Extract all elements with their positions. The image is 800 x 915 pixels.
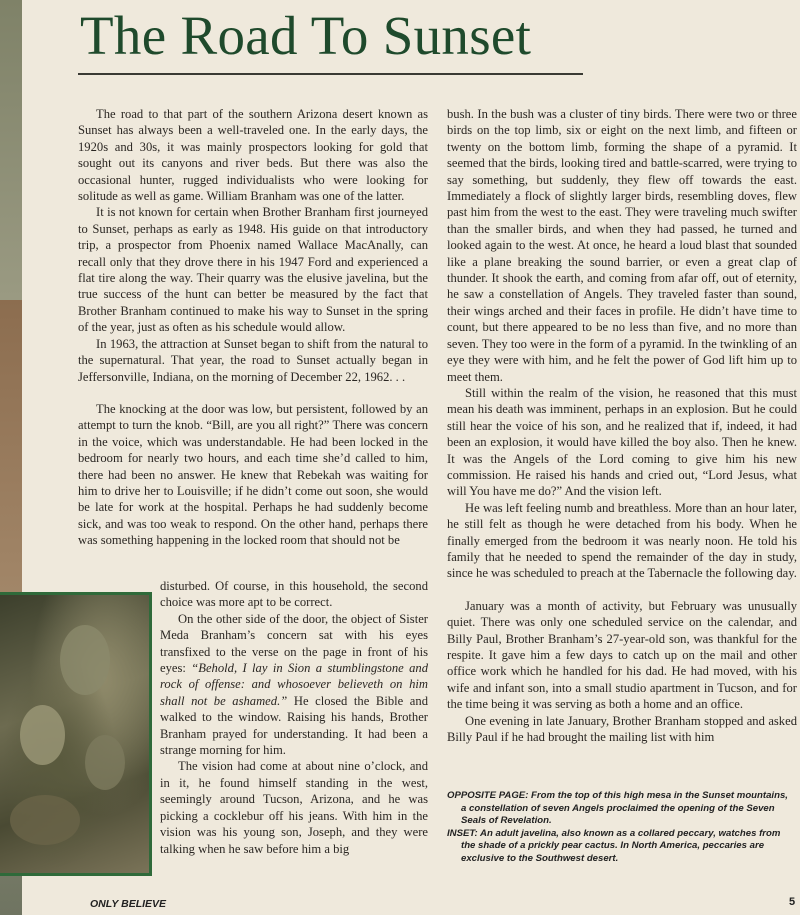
photo-captions (447, 790, 792, 866)
title-rule (78, 73, 583, 75)
paragraph: One evening in late January, Brother Branham stopped and asked Billy Paul if he had brought the mailing list with him (447, 713, 797, 745)
caption-opposite-page: OPPOSITE PAGE: From the top of this high mesa in the Sunset mountains, a constellation of seven Angels proclaimed the opening of the Seven Seals of Revelation. (447, 790, 788, 827)
caption-inset: INSET: An adult javelina, also known as a collared peccary, watches from the shade of a prickly pear cactus. In North America, peccaries are exclusive to the Southwest desert. (447, 827, 781, 864)
paragraph: The road to that part of the southern Arizona desert known as Sunset has always been a well-traveled one. In the early days, the 1920s and 30s, it was mainly prospectors looking for gold that sought out its canyons and river beds. But there was also the occasional hunter, rugged individualists who were looking for solitude as well as game. William Branham was one of the latter. (78, 107, 428, 204)
paragraph: In 1963, the attraction at Sunset began to shift from the natural to the supernatural. That year, the road to Sunset actually began in Jeffersonville, Indiana, on the morning of December 22, 1962. . . (78, 336, 428, 384)
page-number: 5 (789, 896, 796, 908)
javelina-inset-photo (0, 592, 152, 876)
paragraph: disturbed. Of course, in this household, the second choice was more apt to be correct. (160, 579, 428, 610)
paragraph: Still within the realm of the vision, he reasoned that this must mean his death was imminent, perhaps in an explosion. But he could still hear the voice of his son, and he realized that if, indeed, it had been an explosion, it would have killed the boy also. Then he knew. It was the Angels of the Lord coming to give him his new commission. He raised his hands and cried out, “Lord Jesus, what will You have me do?” And the vision left. (447, 385, 797, 499)
right-column (447, 106, 797, 745)
paragraph: The vision had come at about nine o’clock, and in it, he found himself standing in the west, seemingly around Tucson, Arizona, and he was picking a cocklebur off his jeans. With him in the vision was his young son, Joseph, and they were talking when he saw before him a big (160, 759, 428, 856)
left-column (78, 106, 428, 549)
article-title: The Road To Sunset (80, 5, 532, 66)
paragraph: January was a month of activity, but February was unusually quiet. There was only one scheduled service on the calendar, and Billy Paul, Brother Branham’s 27-year-old son, was thankful for the respite. It gave him a few days to catch up on the mail and other office work which he handled for his dad. He had moved, with his wife and infant son, into a small studio apartment in Tucson, and for the time being it was serving as both a home and an office. (447, 598, 797, 712)
left-column-continued (160, 578, 428, 857)
paragraph: It is not known for certain when Brother Branham first journeyed to Sunset, perhaps as early as 1948. His guide on that introductory trip, a prospector from Phoenix named Wallace MacAnally, can recall only that they drove there in his 1947 Ford and experienced a flat tire along the way. Their quarry was the elusive javelina, but the true success of the hunt can better be measured by the fact that Brother Branham continued to make his way to Sunset in the spring of the year, just as often as his schedule would allow. (78, 205, 428, 335)
paragraph: bush. In the bush was a cluster of tiny birds. There were two or three birds on the top limb, six or eight on the next limb, and fifteen or twenty on the bottom limb, forming the shape of a pyramid. It seemed that the birds, looking tired and battle-scarred, were trying to say something, but suddenly, they flew off towards the east. Immediately a flock of slightly larger birds, resembling doves, flew past him from the west to the east. They were traveling much swifter than the smaller birds, and when they had passed, he turned and looked again to the west. At once, he heard a loud blast that sounded like a plane breaking the sound barrier, or even a great clap of thunder. It shook the earth, and coming from afar off, out of eternity, he saw a constellation of Angels. They traveled faster than sound, their wings arched and their faces in profile. He didn’t have time to count, but there appeared to be no less than five, and no more than seven. They too were in the form of a pyramid. In the twinkling of an eye they were with him, and he felt the power of God lift him up to meet them. (447, 107, 797, 384)
paragraph: The knocking at the door was low, but persistent, followed by an attempt to turn the knob. “Bill, are you all right?” There was concern in the voice, which was understandable. He had been locked in the bedroom for nearly two hours, and each time she’d called to him, there had been no answer. He knew that Rebekah was waiting for him to drive her to Louisville; if he didn’t come out soon, she would be late for work at the hospital. Perhaps he had suddenly become sick, and was too weak to respond. On the other hand, perhaps there was something happening in the locked room that should not be (78, 401, 428, 548)
paragraph: On the other side of the door, the object of Sister Meda Branham’s concern sat with his eyes transfixed to the verse on the page in front of his eyes: “Behold, I lay in Sion a stumblingstone and rock of offense: and whosoever believeth on him shall not be ashamed.” He closed the Bible and walked to the window. Raising his hands, Brother Branham prayed for understanding. It had been a strange morning for him. (160, 611, 428, 758)
footer-publication: ONLY BELIEVE (90, 898, 167, 910)
scripture-quote: “Behold, I lay in Sion a stumblingstone and rock of offense: and whosoever believeth on him shall not be ashamed.” (160, 661, 428, 708)
paragraph: He was left feeling numb and breathless. More than an hour later, he still felt as though he were detached from his body. When he finally emerged from the bedroom it was nearly noon. He told his family that he needed to spend the remainder of the day in study, since he was scheduled to preach at the Tabernacle the following day. (447, 500, 797, 581)
